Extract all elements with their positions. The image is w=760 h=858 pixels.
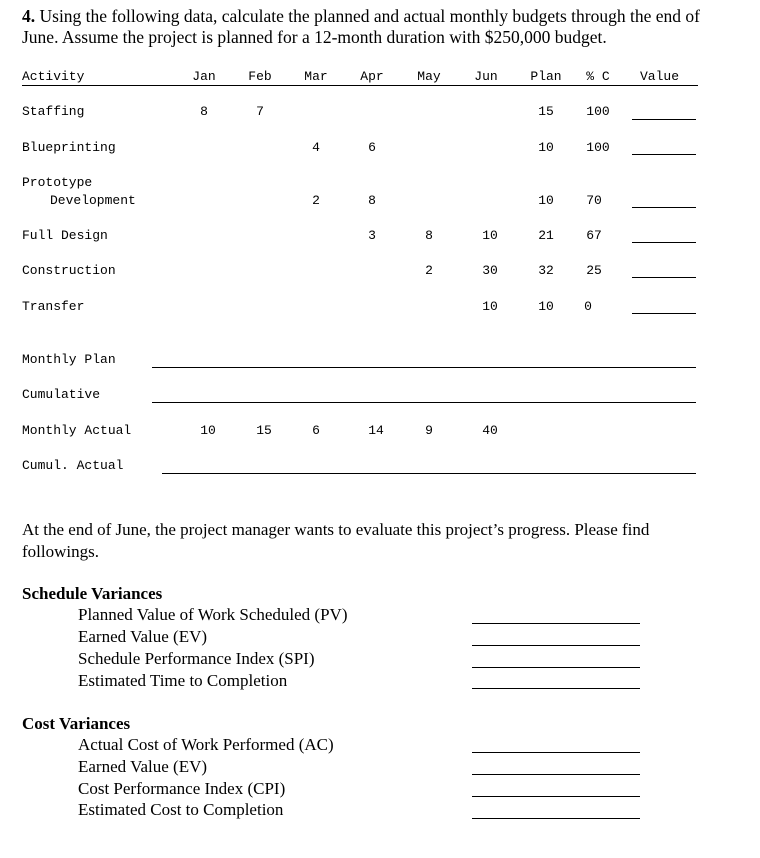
activity-name: Transfer [22, 299, 85, 314]
cell-may: 8 [425, 228, 433, 243]
cost-item-cpi: Cost Performance Index (CPI) [78, 779, 286, 798]
question-text [22, 6, 700, 48]
activity-name: Staffing [22, 104, 85, 119]
ev-answer-blank[interactable] [472, 645, 640, 646]
cumulative-label: Cumulative [22, 387, 101, 402]
actual-jan: 10 [200, 423, 216, 438]
monthly-actual-label: Monthly Actual [22, 423, 132, 438]
cell-percent: 100 [586, 104, 610, 119]
header-may: May [417, 69, 441, 84]
schedule-item-time-to-completion: Estimated Time to Completion [78, 671, 288, 690]
evaluation-line-1: At the end of June, the project manager wants to evaluate this project’s progress. Please find [22, 520, 650, 539]
cell-apr: 6 [368, 140, 376, 155]
actual-feb: 15 [256, 423, 272, 438]
spi-answer-blank[interactable] [472, 667, 640, 668]
value-blank[interactable] [632, 277, 696, 278]
cell-jun: 10 [482, 228, 498, 243]
cell-percent: 70 [586, 193, 602, 208]
header-value: Value [640, 69, 680, 84]
cell-plan: 10 [538, 299, 554, 314]
value-blank[interactable] [632, 242, 696, 243]
cell-jan: 8 [200, 104, 208, 119]
cost-variances-title: Cost Variances [22, 714, 131, 733]
value-blank[interactable] [632, 119, 696, 120]
cell-mar: 2 [312, 193, 320, 208]
activity-name: Blueprinting [22, 140, 116, 155]
value-blank[interactable] [632, 154, 696, 155]
cumul-actual-blank[interactable] [162, 473, 696, 474]
cost-item-ev: Earned Value (EV) [78, 757, 208, 776]
header-mar: Mar [304, 69, 328, 84]
activity-name: Construction [22, 263, 116, 278]
cpi-answer-blank[interactable] [472, 796, 640, 797]
cell-percent: 0 [584, 299, 592, 314]
header-jun: Jun [474, 69, 498, 84]
cell-percent: 100 [586, 140, 610, 155]
cell-plan: 10 [538, 140, 554, 155]
cost-to-completion-answer-blank[interactable] [472, 818, 640, 819]
cell-jun: 10 [482, 299, 498, 314]
ac-answer-blank[interactable] [472, 752, 640, 753]
schedule-item-spi: Schedule Performance Index (SPI) [78, 649, 315, 668]
question-line-2: June. Assume the project is planned for a 12-month duration with $250,000 budget. [22, 27, 607, 47]
time-to-completion-answer-blank[interactable] [472, 688, 640, 689]
header-rule [22, 85, 698, 86]
header-apr: Apr [360, 69, 384, 84]
evaluation-text [22, 519, 649, 563]
question-line-1: Using the following data, calculate the planned and actual monthly budgets through the end of [39, 6, 700, 26]
value-blank[interactable] [632, 207, 696, 208]
cost-ev-answer-blank[interactable] [472, 774, 640, 775]
cost-item-ac: Actual Cost of Work Performed (AC) [78, 735, 334, 754]
evaluation-line-2: followings. [22, 542, 99, 561]
cell-percent: 25 [586, 263, 602, 278]
header-feb: Feb [248, 69, 272, 84]
header-activity: Activity [22, 69, 85, 84]
schedule-item-pv: Planned Value of Work Scheduled (PV) [78, 605, 348, 624]
cell-plan: 15 [538, 104, 554, 119]
cell-plan: 10 [538, 193, 554, 208]
monthly-plan-blank[interactable] [152, 367, 696, 368]
pv-answer-blank[interactable] [472, 623, 640, 624]
monthly-plan-label: Monthly Plan [22, 352, 116, 367]
activity-name: Full Design [22, 228, 108, 243]
cell-apr: 3 [368, 228, 376, 243]
cumul-actual-label: Cumul. Actual [22, 458, 124, 473]
schedule-variances-title: Schedule Variances [22, 584, 163, 603]
cell-plan: 32 [538, 263, 554, 278]
cell-plan: 21 [538, 228, 554, 243]
actual-apr: 14 [368, 423, 384, 438]
value-blank[interactable] [632, 313, 696, 314]
cumulative-blank[interactable] [152, 402, 696, 403]
activity-name-line-2: Development [50, 193, 136, 208]
header-plan: Plan [530, 69, 562, 84]
cost-item-cost-to-completion: Estimated Cost to Completion [78, 800, 284, 819]
header-percent-complete: % C [586, 69, 610, 84]
cell-feb: 7 [256, 104, 264, 119]
activity-name: Prototype [22, 175, 93, 190]
cell-jun: 30 [482, 263, 498, 278]
cell-apr: 8 [368, 193, 376, 208]
question-number: 4. [22, 6, 36, 26]
cell-percent: 67 [586, 228, 602, 243]
schedule-item-ev: Earned Value (EV) [78, 627, 208, 646]
cell-may: 2 [425, 263, 433, 278]
actual-mar: 6 [312, 423, 320, 438]
actual-may: 9 [425, 423, 433, 438]
cell-mar: 4 [312, 140, 320, 155]
actual-jun: 40 [482, 423, 498, 438]
header-jan: Jan [192, 69, 216, 84]
